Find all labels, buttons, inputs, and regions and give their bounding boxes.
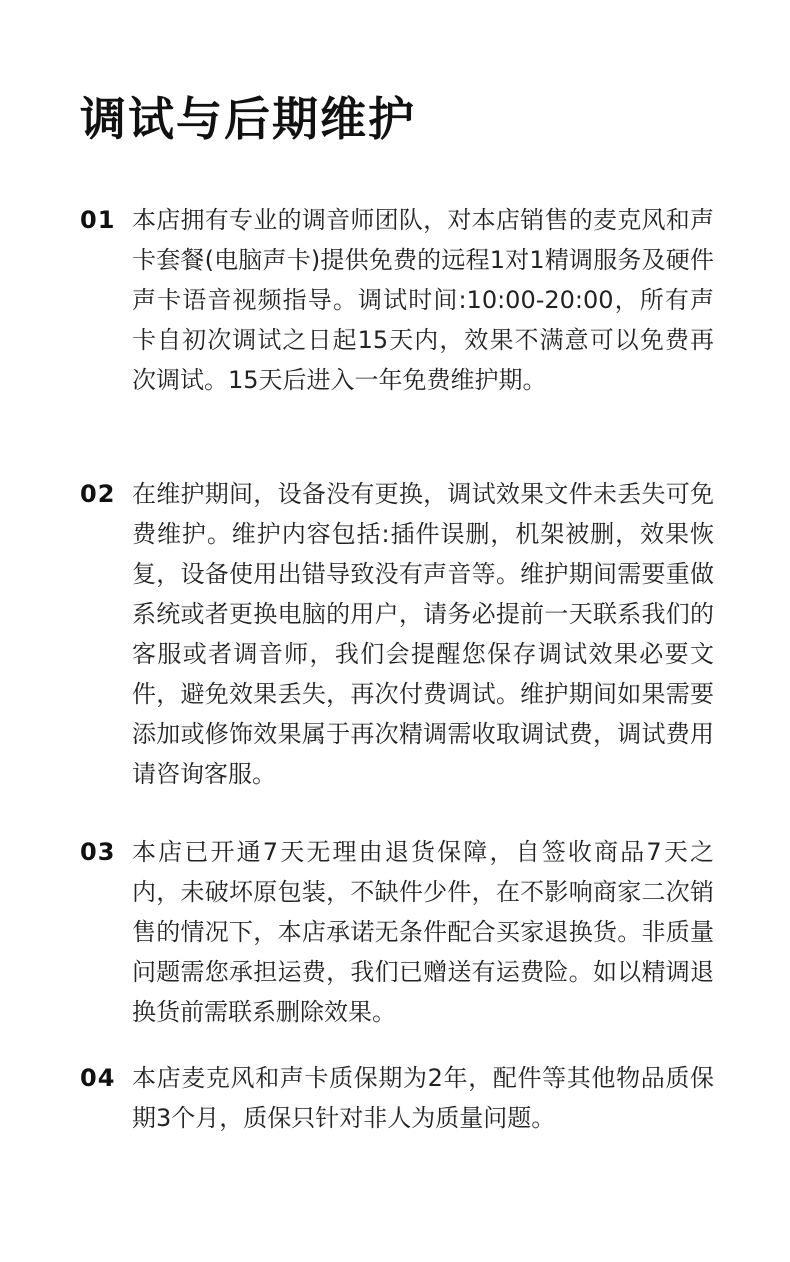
section-text: 本店麦克风和声卡质保期为2年，配件等其他物品质保期3个月，质保只针对非人为质量问题。 [132, 1064, 714, 1132]
section-02 [80, 474, 720, 794]
section-01 [80, 200, 720, 400]
section-04 [80, 1058, 720, 1138]
section-number: 03 [80, 838, 116, 866]
page-title: 调试与后期维护 [80, 92, 416, 146]
section-number: 02 [80, 480, 116, 508]
section-number: 04 [80, 1064, 116, 1092]
section-03 [80, 832, 720, 1032]
section-number: 01 [80, 206, 116, 234]
section-text: 在维护期间，设备没有更换，调试效果文件未丢失可免费维护。维护内容包括:插件误删，机架被删，效果恢复，设备使用出错导致没有声音等。维护期间需要重做系统或者更换电脑的用户，请务必提前一天联系我们的客服或者调音师，我们会提醒您保存调试效果必要文件，避免效果丢失，再次付费调试。维护期间如果需要添加或修饰效果属于再次精调需收取调试费，调试费用请咨询客服。 [132, 480, 714, 788]
section-text: 本店拥有专业的调音师团队，对本店销售的麦克风和声卡套餐(电脑声卡)提供免费的远程1对1精调服务及硬件声卡语音视频指导。调试时间:10:00-20:00，所有声卡自初次调试之日起15天内，效果不满意可以免费再次调试。15天后进入一年免费维护期。 [132, 206, 714, 394]
section-text: 本店已开通7天无理由退货保障，自签收商品7天之内，未破坏原包装，不缺件少件，在不影响商家二次销售的情况下，本店承诺无条件配合买家退换货。非质量问题需您承担运费，我们已赠送有运费险。如以精调退换货前需联系删除效果。 [132, 838, 714, 1026]
